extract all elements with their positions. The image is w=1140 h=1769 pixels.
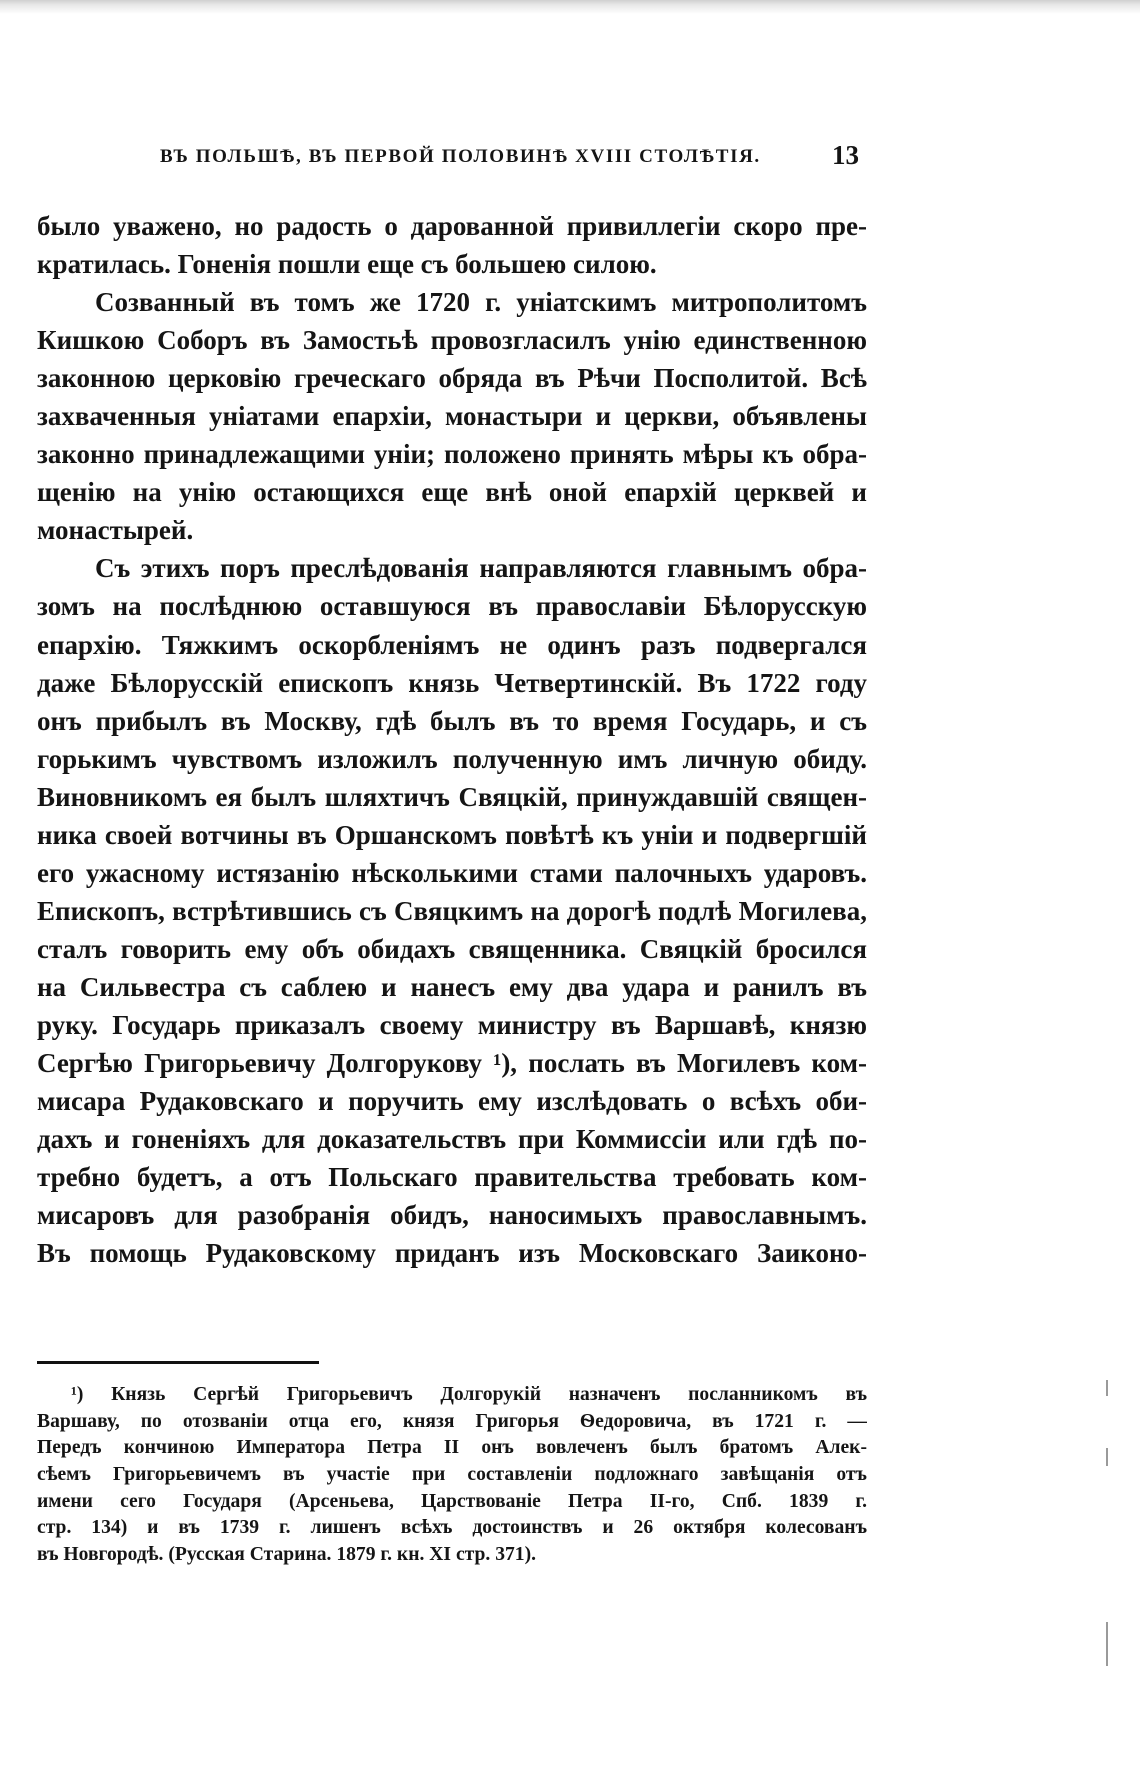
text-line: дахъ и гоненіяхъ для доказательствъ при Коммиссіи или гдѣ по-	[37, 1124, 867, 1155]
text-line: руку. Государь приказалъ своему министру въ Варшавѣ, князю	[37, 1009, 867, 1040]
text-line: Сергѣю Григорьевичу Долгорукову ¹), послать въ Могилевъ ком-	[37, 1048, 867, 1079]
text-line: Съ этихъ поръ преслѣдованія направляются главнымъ обра-	[95, 553, 867, 584]
text-line: епархію. Тяжкимъ оскорбленіямъ не одинъ разъ подвергался	[37, 629, 867, 660]
footnote-divider	[37, 1361, 319, 1364]
text-line: законною церковію греческаго обряда въ Рѣчи Посполитой. Всѣ	[37, 363, 867, 394]
scan-margin-mark	[1106, 1380, 1108, 1396]
text-line: щенію на унію остающихся еще внѣ оной епархій церквей и	[37, 477, 867, 508]
text-line: онъ прибылъ въ Москву, гдѣ былъ въ то время Государь, и съ	[37, 705, 867, 736]
text-line: ника своей вотчины въ Оршанскомъ повѣтѣ къ уніи и подвергшій	[37, 819, 867, 850]
text-line: законно принадлежащими уніи; положено принять мѣры къ обра-	[37, 439, 867, 470]
text-line: Епископъ, встрѣтившись съ Свяцкимъ на дорогѣ подлѣ Могилева,	[37, 895, 867, 926]
text-line: мисара Рудаковскаго и поручить ему изслѣдовать о всѣхъ оби-	[37, 1086, 867, 1117]
footnote-line: Передъ кончиною Императора Петра II онъ вовлеченъ былъ братомъ Алек-	[37, 1437, 867, 1459]
text-line: Созванный въ томъ же 1720 г. уніатскимъ митрополитомъ	[95, 287, 867, 318]
footnote-line: въ Новгородѣ. (Русская Старина. 1879 г. кн. XI стр. 371).	[37, 1544, 537, 1566]
footnote-line: Варшаву, по отозваніи отца его, князя Григорья Ѳедоровича, въ 1721 г. —	[37, 1410, 867, 1432]
text-line: мисаровъ для разобранія обидъ, наносимыхъ православнымъ.	[37, 1200, 867, 1231]
text-line: требно будетъ, а отъ Польскаго правительства требовать ком-	[37, 1162, 867, 1193]
text-line: Кишкою Соборъ въ Замостьѣ провозгласилъ унію единственною	[37, 325, 867, 356]
text-line: на Сильвестра съ саблею и нанесъ ему два удара и ранилъ въ	[37, 971, 867, 1002]
footnote-line: ¹) Князь Сергѣй Григорьевичъ Долгорукій назначенъ посланникомъ въ	[71, 1384, 867, 1405]
text-line: даже Бѣлорусскій епископъ князь Четвертинскій. Въ 1722 году	[37, 667, 867, 698]
page-number: 13	[832, 140, 859, 170]
text-line: Виновникомъ ея былъ шляхтичъ Свяцкій, принуждавшій священ-	[37, 781, 867, 812]
text-line: Въ помощь Рудаковскому приданъ изъ Московскаго Заиконо-	[37, 1238, 867, 1269]
text-line: зомъ на послѣднюю оставшуюся въ православіи Бѣлорусскую	[37, 591, 867, 622]
text-line: захваченныя уніатами епархіи, монастыри и церкви, объявлены	[37, 401, 867, 432]
running-head	[160, 140, 860, 180]
text-line: его ужасному истязанію нѣсколькими стами палочныхъ ударовъ.	[37, 857, 867, 888]
footnote-block	[37, 1382, 867, 1569]
text-line: сталъ говорить ему объ обидахъ священника. Свяцкій бросился	[37, 933, 867, 964]
footnote-line: имени сего Государя (Арсеньева, Царствованіе Петра II-го, Спб. 1839 г.	[37, 1490, 867, 1512]
footnote-line: стр. 134) и въ 1739 г. лишенъ всѣхъ достоинствъ и 26 октября колесованъ	[37, 1517, 867, 1539]
text-line: монастырей.	[37, 515, 194, 546]
text-line: было уважено, но радость о дарованной привиллегіи скоро пре-	[37, 211, 867, 241]
scan-margin-mark	[1106, 1622, 1108, 1666]
scan-margin-mark	[1106, 1448, 1108, 1466]
scan-edge-shadow	[0, 0, 1140, 14]
text-line: кратилась. Гоненія пошли еще съ большею силою.	[37, 249, 657, 280]
running-title: ВЪ ПОЛЬШѢ, ВЪ ПЕРВОЙ ПОЛОВИНѢ XVIII СТОЛѢТІЯ.	[160, 146, 761, 167]
main-text	[37, 207, 867, 1272]
footnote-line: сѣемъ Григорьевичемъ въ участіе при составленіи подложнаго завѣщанія отъ	[37, 1464, 867, 1486]
text-line: горькимъ чувствомъ изложилъ полученную имъ личную обиду.	[37, 743, 867, 774]
